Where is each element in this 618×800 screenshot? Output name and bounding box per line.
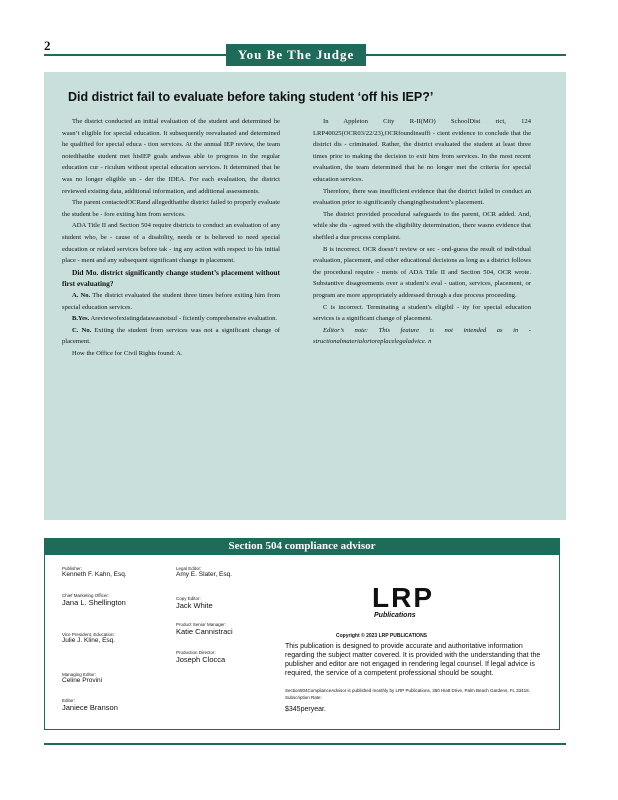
staff-role: Product Senior Manager:: [176, 622, 227, 627]
staff-copy-editor: [176, 596, 213, 610]
staff-name: Julie J. Kline, Esq.: [62, 637, 116, 644]
paragraph-text: The district provided procedural safeguards to the parent, OCR added. And, while she dis - agreed with the eligibility determination, there wasno evidence that shefiled a due process complaint.: [313, 210, 531, 241]
staff-legal-editor: [176, 566, 232, 578]
footer-banner: Section 504 compliance advisor: [44, 538, 560, 555]
paragraph-text: ADA Title II and Section 504 require districts to conduct an evaluation of any student who, be - cause of a disability, needs or is believed to need special education or related services before tak - ing any action with respect to his initial place - ment and any subsequent significant change in placement.: [62, 222, 280, 265]
staff-name: Katie Cannistraci: [176, 627, 233, 636]
case-column-right: [313, 116, 531, 348]
staff-managing-editor: [62, 672, 102, 684]
paragraph: [313, 209, 531, 244]
paragraph-text: Areviewofexistingdatawasnotsuf - ficiently comprehensive evaluation.: [89, 315, 278, 323]
staff-product-manager: [176, 622, 233, 636]
case-title: Did district fail to evaluate before taking student ‘off his IEP?’: [68, 90, 434, 104]
editor-note: [313, 325, 531, 348]
paragraph: [313, 244, 531, 302]
staff-role: Vice President, Education:: [62, 632, 115, 637]
subscription-price: $345peryear.: [285, 706, 326, 713]
bottom-rule: [44, 743, 566, 745]
paragraph-text: Editor’s note: This feature is not intended as in - structionalmaterialortoreplacelegaladvice. n: [313, 326, 531, 346]
answer-label: A. No.: [72, 291, 91, 299]
paragraph-text: C is incorrect. Terminating a student’s eligibil - ity for special education services is a significant change of placement.: [313, 303, 531, 323]
paragraph-text: Therefore, there was insufficient evidence that the district failed to conduct an evaluation prior to significantly changingthestudent’s placement.: [313, 187, 531, 207]
staff-publisher: [62, 566, 127, 578]
paragraph: [62, 116, 280, 197]
staff-role: Legal Editor:: [176, 566, 202, 571]
disclaimer-text: This publication is designed to provide accurate and authoritative information regarding the subject matter covered. It is provided with the understanding that the publisher and editor are not engaged in rendering legal counsel. If legal advice is required, the service of a competent professional should be sought.: [285, 643, 541, 677]
staff-vp: [62, 632, 115, 644]
copyright-line: Copyright © 2023 LRP PUBLICATIONS: [336, 633, 428, 639]
staff-role: Production Director:: [176, 650, 216, 655]
paragraph-text: How the Office for Civil Rights found: A.: [72, 349, 183, 357]
staff-name: Jack White: [176, 601, 213, 610]
answer-label: C. No.: [72, 326, 92, 334]
paragraph: [62, 348, 280, 360]
paragraph: [313, 302, 531, 325]
staff-role: Chief Marketing Officer:: [62, 593, 110, 598]
staff-name: Kenneth F. Kahn, Esq.: [62, 571, 127, 578]
logo-subtitle: Publications: [374, 612, 416, 619]
staff-name: Janiece Branson: [62, 703, 118, 712]
paragraph-text: The parent contactedOCRand allegedthatthe district failed to properly evaluate the student be - fore exiting him from services.: [62, 199, 280, 218]
paragraph-text: B is incorrect. OCR doesn’t review or sec - ond-guess the result of individual evaluation, placement, and other educational decisions as long as a district follows the procedural require - ments of ADA Title II and Section 504, OCR wrote. Substantive disagreements over a student’s eval - uation, services, placement, or program are more appropriately addressed through a due process proceeding.: [313, 245, 531, 299]
paragraph: [313, 186, 531, 209]
answer-option: [62, 325, 280, 348]
staff-name: Joseph Clocca: [176, 655, 226, 664]
paragraph-text: The district conducted an initial evaluation of the student and determined he wasn’t eligible for special education. It subsequently reevaluated and determined he qualified for special educa - tion services. At the annual IEP review, the team notedthatthe student met hisIEP goals andwas able to progress in the regular education cur - riculum without special education services. It determined that he was no longer eligible un - der the IDEA. For each evaluation, the district reviewed existing data, additional information, and additional assessments.: [62, 118, 280, 195]
staff-role: Managing Editor:: [62, 672, 97, 677]
answer-option: [62, 290, 280, 313]
paragraph: [62, 197, 280, 220]
staff-production-director: [176, 650, 225, 664]
paragraph-text: Exiting the student from services was not a significant change of placement.: [62, 326, 280, 346]
publisher-logo: [372, 582, 462, 624]
paragraph: [313, 116, 531, 186]
answer-option: [62, 313, 280, 325]
publication-info: Section504ComplianceAdvisor is published monthly by LRP Publications, 360 Hiatt Drive, Palm Beach Gardens, FL 33418. Subscription Rate:: [285, 688, 530, 700]
staff-editor: [62, 698, 118, 712]
staff-name: Amy E. Slater, Esq.: [176, 571, 232, 578]
staff-role: Copy Editor:: [176, 596, 201, 601]
staff-role: Editor:: [62, 698, 76, 703]
case-column-left: [62, 116, 280, 359]
answer-label: B.Yes.: [72, 315, 90, 323]
page-number: 2: [44, 38, 51, 53]
staff-role: Publisher:: [62, 566, 83, 571]
staff-name: Jana L. Shellington: [62, 598, 126, 607]
section-header-banner: You Be The Judge: [226, 44, 366, 66]
question-text: [62, 267, 280, 290]
paragraph-text: Did Mo. district significantly change student’s placement without first evaluating?: [62, 267, 280, 289]
staff-cmo: [62, 593, 126, 607]
paragraph: [62, 220, 280, 266]
paragraph-text: The district evaluated the student three times before exiting him from special education services.: [62, 291, 280, 311]
staff-name: Celine Provini: [62, 677, 103, 684]
logo-wordmark: LRP: [372, 582, 434, 613]
paragraph-text: In Appleton City R-II(MO) SchoolDist rict, 124 LRP40025(OCR03/22/23),OCRfoundinsuffi - cient evidence to conclude that the district dis - criminated. Rather, the district evaluated the student at least three times prior to making the decision to exit him from services. In the most recent evaluation, the team determined that he no longer met the criteria for special education services.: [313, 118, 531, 183]
